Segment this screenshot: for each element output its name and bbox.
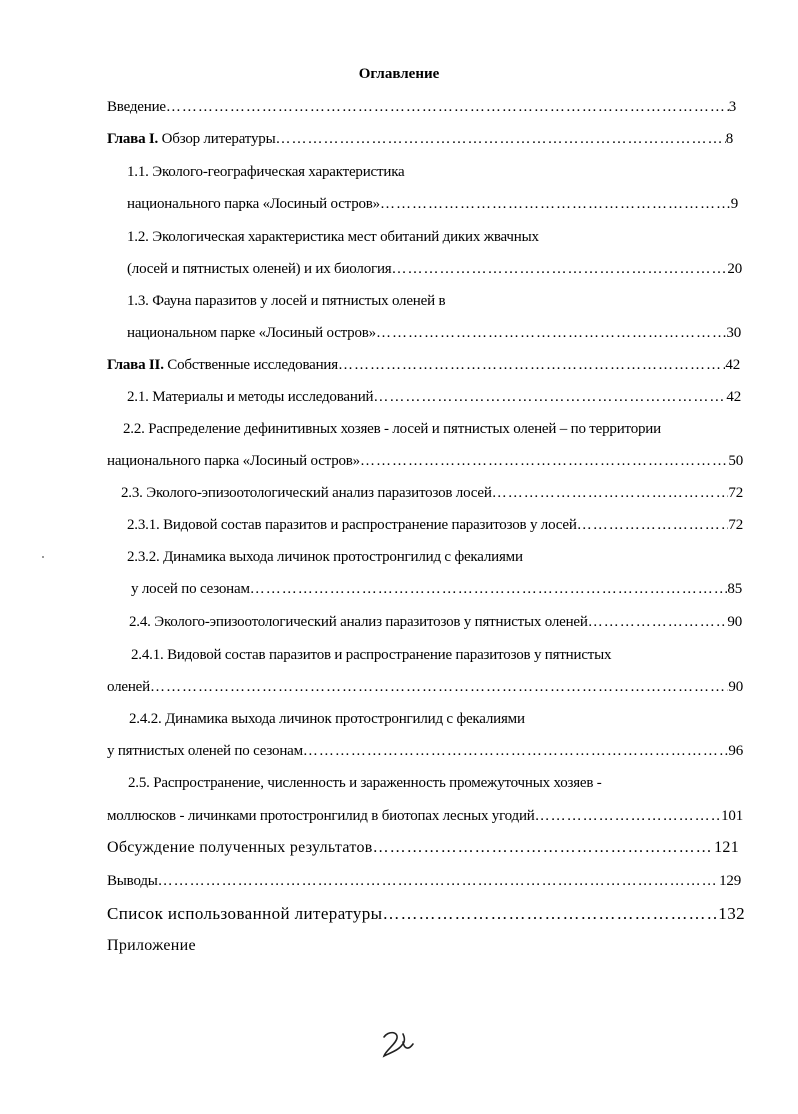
toc-entry-text: у пятнистых оленей по сезонам bbox=[107, 743, 303, 759]
toc-entry[interactable] bbox=[107, 354, 740, 376]
toc-entry-text: Выводы bbox=[107, 873, 158, 889]
toc-entry-text: Обзор литературы bbox=[158, 131, 276, 147]
toc-entry[interactable] bbox=[127, 193, 738, 215]
toc-entry[interactable] bbox=[131, 578, 742, 600]
toc-entry-text: 2.3.2. Динамика выхода личинок протостронгилид с фекалиями bbox=[127, 549, 523, 565]
toc-entry-text: 2.3.1. Видовой состав паразитов и распространение паразитозов у лосей bbox=[127, 517, 577, 533]
toc-entry[interactable] bbox=[107, 740, 743, 762]
toc-entry[interactable] bbox=[107, 676, 743, 698]
toc-entry[interactable] bbox=[127, 258, 742, 280]
toc-entry[interactable] bbox=[107, 450, 743, 472]
toc-chapter-label: Глава II. bbox=[107, 357, 164, 373]
toc-entry[interactable] bbox=[107, 837, 739, 859]
toc-page-number: 20 bbox=[727, 261, 742, 277]
toc-page-number: 42 bbox=[726, 389, 741, 405]
toc-entry-text: Список использованной литературы bbox=[107, 904, 383, 923]
toc-page-number: 72 bbox=[728, 485, 743, 501]
toc-page-number: 3 bbox=[728, 99, 736, 115]
toc-entry[interactable] bbox=[129, 611, 742, 633]
scan-speck bbox=[42, 556, 44, 558]
toc-chapter-label: Глава I. bbox=[107, 131, 159, 147]
toc-entry-text: национальном парке «Лосиный остров» bbox=[127, 325, 376, 341]
toc-entry-text: 2.2. Распределение дефинитивных хозяев - лосей и пятнистых оленей – по территории bbox=[123, 421, 661, 437]
toc-page-number: 129 bbox=[719, 873, 741, 889]
toc-entry-text: Приложение bbox=[107, 937, 196, 954]
toc-entry-text: Введение bbox=[107, 99, 166, 115]
toc-entry[interactable] bbox=[127, 322, 741, 344]
toc-page-number: 30 bbox=[726, 325, 741, 341]
toc-entry[interactable] bbox=[107, 935, 196, 957]
toc-entry[interactable] bbox=[127, 386, 741, 408]
toc-entry-text: национального парка «Лосиный остров» bbox=[107, 453, 360, 469]
toc-page-number: 8 bbox=[725, 131, 733, 147]
toc-page-number: 9 bbox=[730, 196, 738, 212]
toc-entry[interactable] bbox=[107, 805, 743, 827]
toc-entry-text: оленей bbox=[107, 679, 150, 695]
toc-page-number: 85 bbox=[727, 581, 742, 597]
toc-entry-text: национального парка «Лосиный остров» bbox=[127, 196, 380, 212]
page-title: Оглавление bbox=[358, 66, 440, 82]
toc-entry-text: 2.5. Распространение, численность и зараженность промежуточных хозяев - bbox=[128, 775, 602, 791]
toc-entry[interactable] bbox=[107, 96, 736, 118]
toc-entry-text: 2.4.1. Видовой состав паразитов и распространение паразитозов у пятнистых bbox=[131, 647, 612, 663]
toc-entry-text: моллюсков - личинками протостронгилид в биотопах лесных угодий bbox=[107, 808, 535, 824]
toc-entry-text: 1.1. Эколого-географическая характеристика bbox=[127, 164, 405, 180]
toc-entry[interactable] bbox=[121, 482, 743, 504]
toc-entry-text: 2.3. Эколого-эпизоотологический анализ паразитозов лосей bbox=[121, 485, 492, 501]
toc-page-number: 72 bbox=[728, 517, 743, 533]
toc-entry-text: 2.4.2. Динамика выхода личинок протостронгилид с фекалиями bbox=[129, 711, 525, 727]
toc-entry-text: 1.2. Экологическая характеристика мест обитаний диких жвачных bbox=[127, 229, 539, 245]
toc-entry[interactable] bbox=[107, 128, 733, 150]
toc-entry[interactable] bbox=[107, 870, 741, 892]
handwritten-page-number bbox=[378, 1028, 418, 1060]
toc-page-number: 121 bbox=[714, 839, 739, 856]
toc-entry-text: Собственные исследования bbox=[163, 357, 338, 373]
toc-entry-text: у лосей по сезонам bbox=[131, 581, 250, 597]
toc-page-number: 90 bbox=[727, 614, 742, 630]
toc-entry[interactable] bbox=[107, 903, 745, 925]
toc-entry-text: 2.1. Материалы и методы исследований bbox=[127, 389, 374, 405]
toc-page-number: 90 bbox=[728, 679, 743, 695]
toc-entry-text: 1.3. Фауна паразитов у лосей и пятнистых оленей в bbox=[127, 293, 446, 309]
toc-entry-text: Обсуждение полученных результатов bbox=[107, 839, 373, 856]
toc-page-number: 96 bbox=[728, 743, 743, 759]
toc-entry[interactable] bbox=[127, 514, 743, 536]
toc-page-number: 50 bbox=[728, 453, 743, 469]
toc-entry-text: (лосей и пятнистых оленей) и их биология bbox=[127, 261, 392, 277]
toc-page-number: 42 bbox=[725, 357, 740, 373]
toc-entry-text: 2.4. Эколого-эпизоотологический анализ паразитозов у пятнистых оленей bbox=[129, 614, 588, 630]
toc-page-number: 132 bbox=[718, 904, 745, 923]
toc-page-number: 101 bbox=[721, 808, 743, 824]
